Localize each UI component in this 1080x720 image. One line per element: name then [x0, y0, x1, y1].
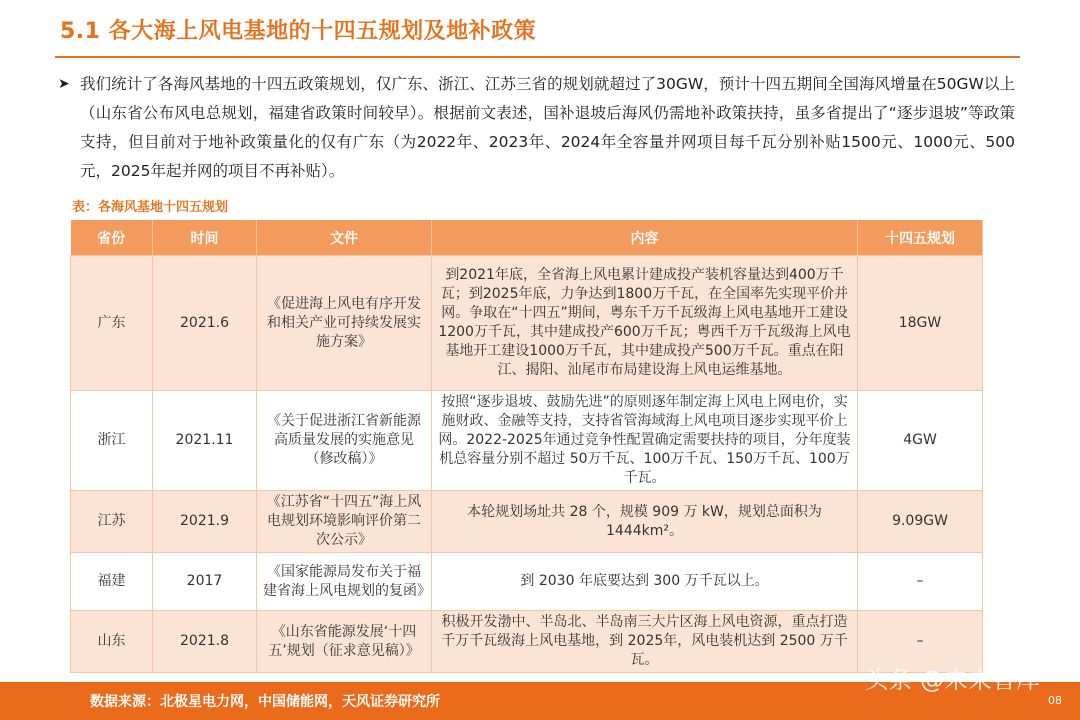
column-header-content: 内容	[432, 220, 858, 256]
cell-document: 《江苏省“十四五”海上风电规划环境影响评价第二次公示》	[257, 491, 432, 553]
cell-content: 按照“逐步退坡、鼓励先进”的原则逐年制定海上风电上网电价，实施财政、金融等支持，支持省管海域海上风电项目逐步实现平价上网。2022-2025年通过竞争性配置确定需要扶持的项目，分年度装机总容量分别不超过 50万千瓦、100万千瓦、150万千瓦、100万千瓦。	[432, 391, 858, 491]
cell-plan: 9.09GW	[858, 491, 983, 553]
summary-text: 我们统计了各海风基地的十四五政策规划，仅广东、浙江、江苏三省的规划就超过了30GW，预计十四五期间全国海风增量在50GW以上（山东省公布风电总规划，福建省政策时间较早）。根据前文表述，国补退坡后海风仍需地补政策扶持，虽多省提出了“逐步退坡”等政策支持，但目前对于地补政策量化的仅有广东（为2022年、2023年、2024年全容量并网项目每千瓦分别补贴1500元、1000元、500元，2025年起并网的项目不再补贴）。	[80, 75, 1015, 180]
cell-province: 广东	[71, 256, 153, 391]
table-row	[71, 256, 983, 391]
column-header-province: 省份	[71, 220, 153, 256]
page-number: 08	[1048, 694, 1062, 707]
cell-document: 《山东省能源发展‘十四五’规划（征求意见稿）》	[257, 611, 432, 673]
column-header-plan: 十四五规划	[858, 220, 983, 256]
cell-content: 本轮规划场址共 28 个，规模 909 万 kW，规划总面积为 1444km²。	[432, 491, 858, 553]
cell-plan: –	[858, 553, 983, 611]
table-row	[71, 611, 983, 673]
cell-province: 浙江	[71, 391, 153, 491]
bullet-arrow-icon: ➤	[58, 76, 70, 92]
cell-content: 积极开发渤中、半岛北、半岛南三大片区海上风电资源，重点打造千万千瓦级海上风电基地，到 2025年，风电装机达到 2500 万千瓦。	[432, 611, 858, 673]
cell-time: 2021.8	[153, 611, 257, 673]
watermark: 头条 @未来智库	[864, 666, 1040, 694]
cell-time: 2021.11	[153, 391, 257, 491]
data-source: 数据来源：北极星电力网，中国储能网，天风证券研究所	[90, 694, 440, 710]
cell-document: 《促进海上风电有序开发和相关产业可持续发展实施方案》	[257, 256, 432, 391]
cell-plan: 4GW	[858, 391, 983, 491]
cell-content: 到2021年底，全省海上风电累计建成投产装机容量达到400万千瓦；到2025年底，力争达到1800万千瓦，在全国率先实现平价并网。争取在“十四五”期间，粤东千万千瓦级海上风电基地开工建设1200万千瓦，其中建成投产600万千瓦；粤西千万千瓦级海上风电基地开工建设1000万千瓦，其中建成投产500万千瓦。重点在阳江、揭阳、汕尾市布局建设海上风电运维基地。	[432, 256, 858, 391]
table-header-row	[71, 220, 983, 256]
plan-table	[70, 220, 983, 673]
table-row	[71, 491, 983, 553]
title-divider	[55, 56, 1020, 58]
cell-province: 江苏	[71, 491, 153, 553]
column-header-time: 时间	[153, 220, 257, 256]
summary-bullet	[60, 70, 1015, 186]
cell-plan: –	[858, 611, 983, 673]
column-header-document: 文件	[257, 220, 432, 256]
table-caption: 表：各海风基地十四五规划	[72, 200, 229, 215]
cell-time: 2021.9	[153, 491, 257, 553]
page-title: 5.1 各大海上风电基地的十四五规划及地补政策	[60, 19, 537, 44]
cell-province: 福建	[71, 553, 153, 611]
cell-content: 到 2030 年底要达到 300 万千瓦以上。	[432, 553, 858, 611]
cell-document: 《国家能源局发布关于福建省海上风电规划的复函》	[257, 553, 432, 611]
cell-time: 2017	[153, 553, 257, 611]
table-row	[71, 553, 983, 611]
cell-plan: 18GW	[858, 256, 983, 391]
cell-document: 《关于促进浙江省新能源高质量发展的实施意见（修改稿）》	[257, 391, 432, 491]
table-row	[71, 391, 983, 491]
cell-time: 2021.6	[153, 256, 257, 391]
cell-province: 山东	[71, 611, 153, 673]
